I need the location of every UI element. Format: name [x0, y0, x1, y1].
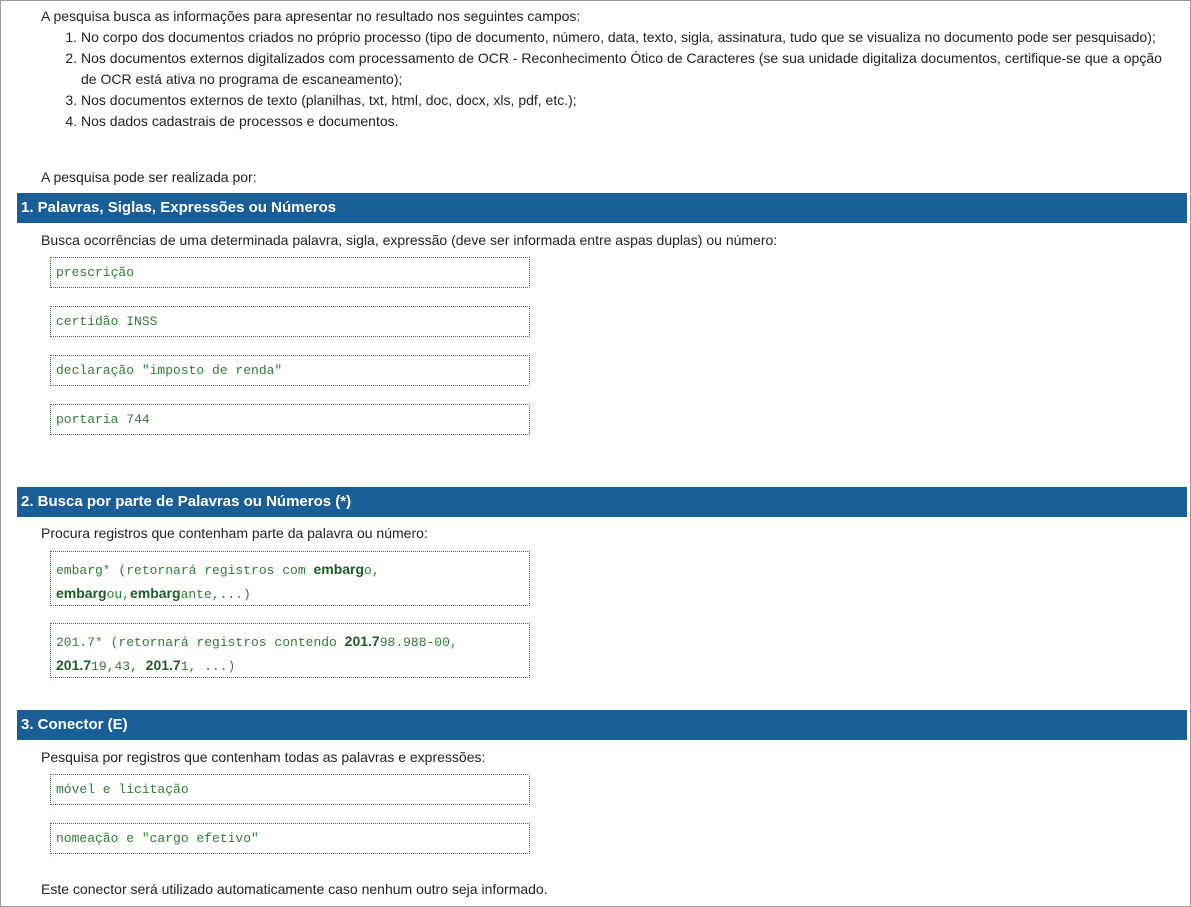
connector-note: Este conector será utilizado automaticamente caso nenhum outro seja informado. [41, 881, 548, 897]
section-description: Procura registros que contenham parte da palavra ou número: [41, 525, 428, 541]
match-highlight: 201.7 [344, 633, 380, 649]
lead-text: A pesquisa pode ser realizada por: [41, 169, 257, 185]
match-highlight: 201.7 [56, 657, 92, 673]
example-text: ante,...) [180, 587, 251, 602]
example-text: o, [364, 563, 380, 578]
list-item: 2. Nos documentos externos digitalizados com processamento de OCR - Reconhecimento Ótico de Caracteres (se sua unidade digitaliza documentos, certifique-se que a opção de OCR está ativa no programa de escaneamento); [81, 48, 1181, 90]
example-box [50, 551, 530, 606]
section-description: Pesquisa por registros que contenham todas as palavras e expressões: [41, 749, 486, 765]
match-highlight: embarg [129, 585, 181, 601]
example-text: ou, [106, 587, 130, 602]
example-text: 1, ...) [180, 659, 236, 674]
match-highlight: embarg [56, 585, 107, 601]
section-header-connector: 3. Conector (E) [17, 710, 1187, 740]
example-box: móvel e licitação [50, 774, 530, 805]
example-text: 19,43, [91, 659, 146, 674]
intro-heading: A pesquisa busca as informações para apresentar no resultado nos seguintes campos: [41, 8, 581, 24]
example-text: 98.988-00, [379, 635, 458, 650]
match-highlight: embarg [313, 561, 365, 577]
list-item: 3. Nos documentos externos de texto (planilhas, txt, html, doc, docx, xls, pdf, etc.); [81, 90, 1181, 111]
example-box: declaração "imposto de renda" [50, 355, 530, 386]
section-header-words: 1. Palavras, Siglas, Expressões ou Números [17, 193, 1187, 223]
intro-list [41, 27, 1181, 132]
intro-block [41, 6, 1181, 132]
example-box: nomeação e "cargo efetivo" [50, 823, 530, 854]
list-item: 4. Nos dados cadastrais de processos e documentos. [81, 111, 1181, 132]
example-box: certidão INSS [50, 306, 530, 337]
example-box: prescrição [50, 257, 530, 288]
example-box [50, 623, 530, 678]
section-description: Busca ocorrências de uma determinada palavra, sigla, expressão (deve ser informada entre aspas duplas) ou número: [41, 232, 778, 248]
example-text: 201.7* (retornará registros contendo [56, 635, 345, 650]
match-highlight: 201.7 [145, 657, 181, 673]
example-text: embarg* (retornará registros com [56, 563, 314, 578]
section-header-partial: 2. Busca por parte de Palavras ou Números (*) [17, 487, 1187, 517]
list-item: 1. No corpo dos documentos criados no próprio processo (tipo de documento, número, data, texto, sigla, assinatura, tudo que se visualiza no documento pode ser pesquisado); [81, 27, 1181, 48]
example-box: portaria 744 [50, 404, 530, 435]
